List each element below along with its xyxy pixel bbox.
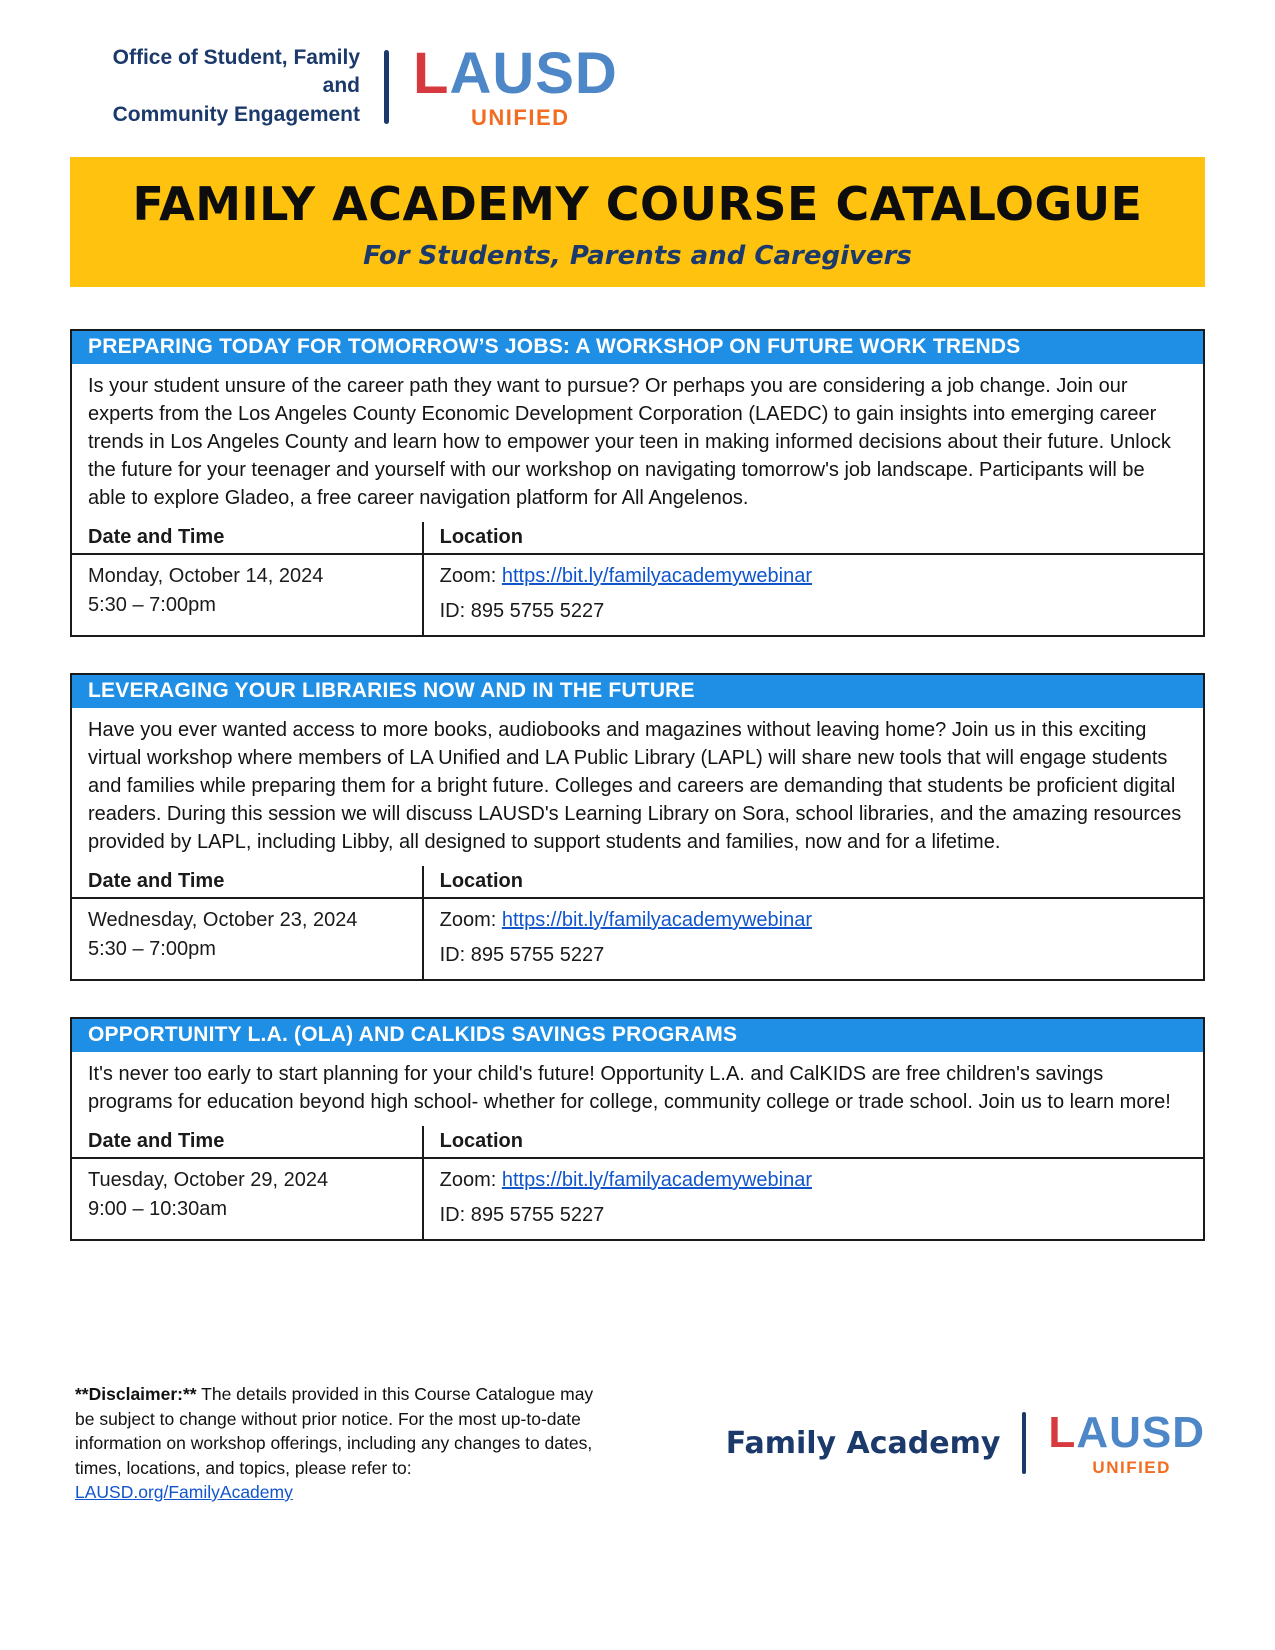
footer-brand	[725, 1407, 1205, 1477]
event-time: 5:30 – 7:00pm	[88, 938, 216, 961]
date-column-header: Date and Time	[72, 866, 423, 898]
lausd-logo-footer	[1048, 1407, 1205, 1477]
zoom-link[interactable]: https://bit.ly/familyacademywebinar	[501, 1169, 812, 1192]
org-name-line2: Community Engagement	[112, 102, 360, 126]
table-row	[72, 554, 1203, 635]
lausd-unified-label: UNIFIED	[471, 104, 570, 130]
lausd-letters-ausd: AUSD	[449, 40, 618, 106]
lausd-letters-ausd: AUSD	[1076, 1407, 1205, 1457]
zoom-line	[440, 1166, 1187, 1195]
table-header-row	[72, 866, 1203, 898]
zoom-label: Zoom:	[439, 1169, 497, 1192]
table-row	[72, 898, 1203, 979]
lausd-letter-l: L	[1048, 1407, 1077, 1457]
schedule-table	[72, 1126, 1203, 1239]
disclaimer	[75, 1382, 600, 1505]
footer-divider	[1022, 1412, 1026, 1474]
org-name-line1: Office of Student, Family and	[112, 46, 360, 98]
meeting-id: ID: 895 5755 5227	[439, 600, 605, 623]
lausd-unified-label: UNIFIED	[1092, 1457, 1171, 1477]
disclaimer-prefix: **Disclaimer:**	[75, 1384, 197, 1404]
section-description: Is your student unsure of the career path they want to pursue? Or perhaps you are considering a job change. Join our experts from the Los Angeles County Economic Development Corporation (LAEDC) to gain insights into emerging career trends in Los Angeles County and learn how to empower your teen in making informed decisions about their future. Unlock the future for your teenager and yourself with our workshop on navigating tomorrow's job landscape. Participants will be able to explore Gladeo, a free career navigation platform for All Angelenos.	[88, 375, 1171, 510]
meeting-id: ID: 895 5755 5227	[439, 944, 605, 967]
lausd-letter-l: L	[413, 40, 450, 106]
date-column-header: Date and Time	[72, 522, 423, 554]
section-title: LEVERAGING YOUR LIBRARIES NOW AND IN THE FUTURE	[72, 675, 1203, 708]
location-cell	[423, 1158, 1203, 1239]
event-date: Tuesday, October 29, 2024	[88, 1169, 329, 1192]
location-cell	[423, 898, 1203, 979]
section-title: OPPORTUNITY L.A. (OLA) AND CALKIDS SAVINGS PROGRAMS	[72, 1019, 1203, 1052]
location-cell	[423, 554, 1203, 635]
event-date: Wednesday, October 23, 2024	[88, 909, 358, 932]
schedule-table	[72, 522, 1203, 635]
table-row	[72, 1158, 1203, 1239]
zoom-link[interactable]: https://bit.ly/familyacademywebinar	[501, 909, 812, 932]
lausd-wordmark	[413, 40, 618, 106]
page-title: FAMILY ACADEMY COURSE CATALOGUE	[132, 177, 1143, 232]
date-time-cell	[72, 1158, 423, 1239]
zoom-line	[440, 906, 1187, 935]
zoom-line	[440, 562, 1187, 591]
event-time: 5:30 – 7:00pm	[88, 594, 216, 617]
schedule-table	[72, 866, 1203, 979]
page-footer	[75, 1382, 1205, 1505]
section-description: It's never too early to start planning for your child's future! Opportunity L.A. and CalKIDS are free children's savings programs for education beyond high school- whether for college, community college or trade school. Join us to learn more!	[88, 1063, 1171, 1114]
date-time-cell	[72, 898, 423, 979]
disclaimer-body: The details provided in this Course Catalogue may be subject to change without prior notice. For the most up-to-date information on workshop offerings, including any changes to dates, times, locations, and topics, please refer to:	[75, 1384, 594, 1478]
family-academy-link[interactable]: LAUSD.org/FamilyAcademy	[75, 1482, 293, 1502]
lausd-wordmark	[1048, 1407, 1205, 1457]
date-column-header: Date and Time	[72, 1126, 423, 1158]
course-section-libraries	[70, 673, 1205, 981]
course-section-savings-programs	[70, 1017, 1205, 1241]
location-column-header: Location	[423, 1126, 1203, 1158]
event-date: Monday, October 14, 2024	[88, 565, 324, 588]
zoom-label: Zoom:	[439, 565, 497, 588]
org-name	[75, 44, 360, 129]
section-description: Have you ever wanted access to more books, audiobooks and magazines without leaving home? Join us in this exciting virtual workshop where members of LA Unified and LA Public Library (LAPL) will share new tools that will engage students and families while preparing them for a bright future. Colleges and careers are demanding that students be proficient digital readers. During this session we will discuss LAUSD's Learning Library on Sora, school libraries, and the amazing resources provided by LAPL, including Libby, all designed to support students and families, now and for a lifetime.	[88, 719, 1182, 854]
location-column-header: Location	[423, 866, 1203, 898]
lausd-logo	[413, 40, 618, 130]
event-time: 9:00 – 10:30am	[88, 1198, 227, 1221]
page-header	[0, 0, 1275, 129]
course-section-future-work-trends	[70, 329, 1205, 637]
family-academy-wordmark: Family Academy	[725, 1425, 1001, 1461]
date-time-cell	[72, 554, 423, 635]
meeting-id: ID: 895 5755 5227	[439, 1204, 605, 1227]
location-column-header: Location	[423, 522, 1203, 554]
title-banner	[70, 157, 1205, 287]
zoom-label: Zoom:	[439, 909, 497, 932]
header-divider	[384, 50, 389, 124]
section-title: PREPARING TODAY FOR TOMORROW’S JOBS: A WORKSHOP ON FUTURE WORK TRENDS	[72, 331, 1203, 364]
page-subtitle: For Students, Parents and Caregivers	[363, 241, 912, 272]
zoom-link[interactable]: https://bit.ly/familyacademywebinar	[501, 565, 812, 588]
table-header-row	[72, 522, 1203, 554]
table-header-row	[72, 1126, 1203, 1158]
